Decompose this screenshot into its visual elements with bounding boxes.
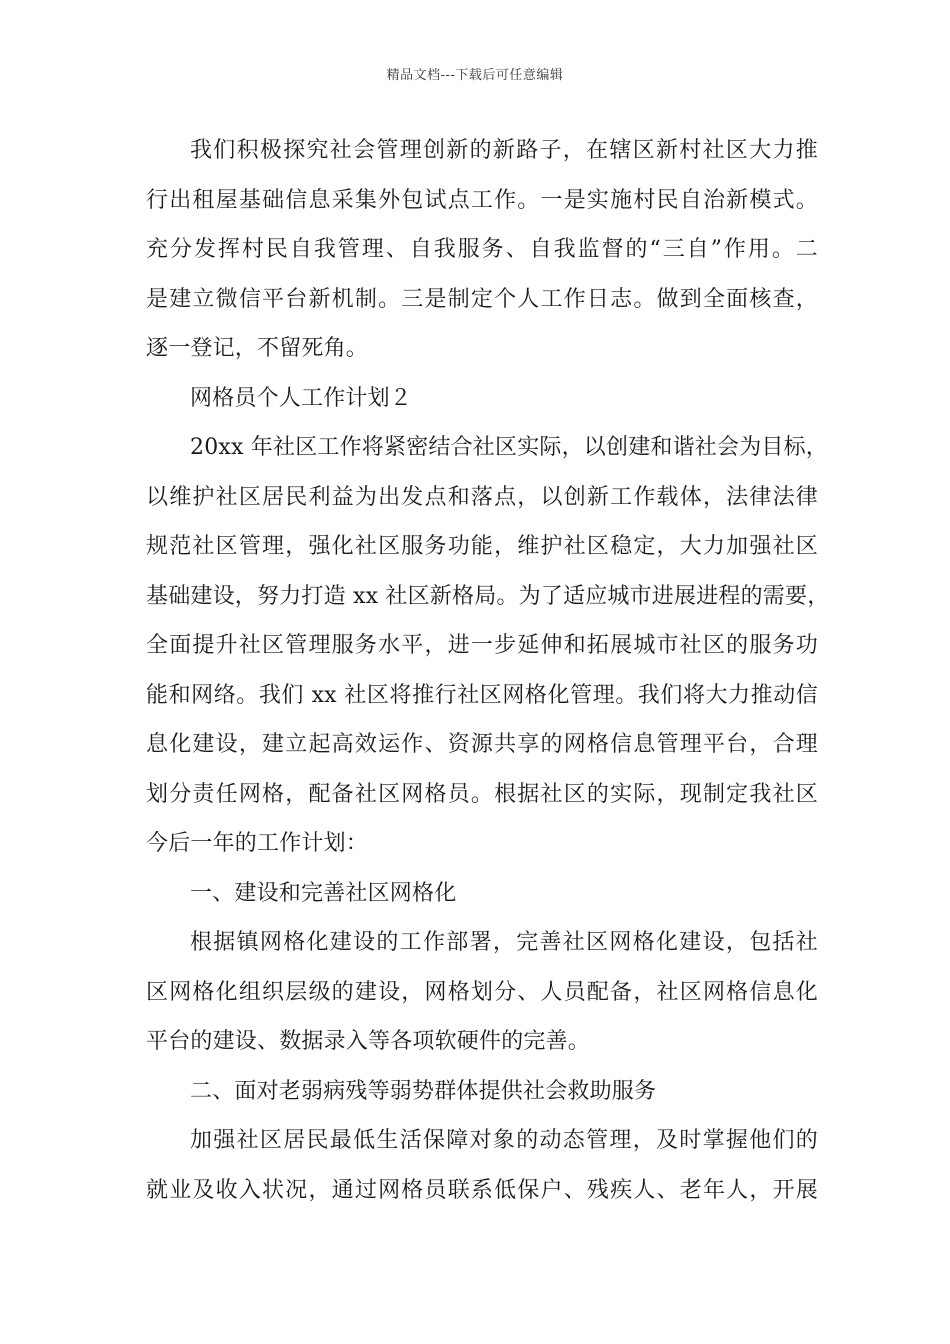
paragraph-line: 是建立微信平台新机制。三是制定个人工作日志。做到全面核查，: [146, 286, 818, 312]
paragraph-line: 能和网络。我们 xx 社区将推行社区网格化管理。我们将大力推动信: [146, 682, 818, 708]
paragraph-line: 行出租屋基础信息采集外包试点工作。一是实施村民自治新模式。: [146, 187, 818, 213]
section-heading: 二、面对老弱病残等弱势群体提供社会救助服务: [190, 1078, 657, 1104]
section-title: 网格员个人工作计划２: [190, 385, 413, 411]
section-heading: 一、建设和完善社区网格化: [190, 880, 457, 906]
paragraph-line: 我们积极探究社会管理创新的新路子，在辖区新村社区大力推: [190, 138, 818, 163]
paragraph-line: 区网格化组织层级的建设，网格划分、人员配备，社区网格信息化: [146, 979, 818, 1005]
paragraph-line: 根据镇网格化建设的工作部署，完善社区网格化建设，包括社: [190, 930, 818, 955]
document-body: [146, 126, 830, 1215]
paragraph-line: 息化建设，建立起高效运作、资源共享的网格信息管理平台，合理: [146, 732, 818, 757]
paragraph-line: 规范社区管理，强化社区服务功能，维护社区稳定，大力加强社区: [146, 534, 818, 559]
page-header: 精品文档---下载后可任意编辑: [386, 68, 564, 83]
paragraph-line: 20xx 年社区工作将紧密结合社区实际，以创建和谐社会为目标，: [190, 435, 829, 460]
paragraph-line: 加强社区居民最低生活保障对象的动态管理，及时掌握他们的: [190, 1128, 818, 1153]
paragraph-line: 全面提升社区管理服务水平，进一步延伸和拓展城市社区的服务功: [146, 633, 818, 658]
paragraph-line: 平台的建设、数据录入等各项软硬件的完善。: [146, 1029, 591, 1054]
paragraph-line: 基础建设，努力打造 xx 社区新格局。为了适应城市进展进程的需要，: [146, 583, 830, 609]
paragraph-line: 就业及收入状况，通过网格员联系低保户、残疾人、老年人，开展: [146, 1177, 818, 1203]
paragraph-line: 充分发挥村民自我管理、自我服务、自我监督的“三自”作用。二: [146, 237, 818, 262]
paragraph-line: 今后一年的工作计划：: [146, 831, 369, 856]
paragraph-line: 逐一登记，不留死角。: [146, 336, 369, 361]
paragraph-line: 以维护社区居民利益为出发点和落点，以创新工作载体，法律法律: [146, 484, 818, 510]
paragraph-line: 划分责任网格，配备社区网格员。根据社区的实际，现制定我社区: [146, 781, 818, 807]
